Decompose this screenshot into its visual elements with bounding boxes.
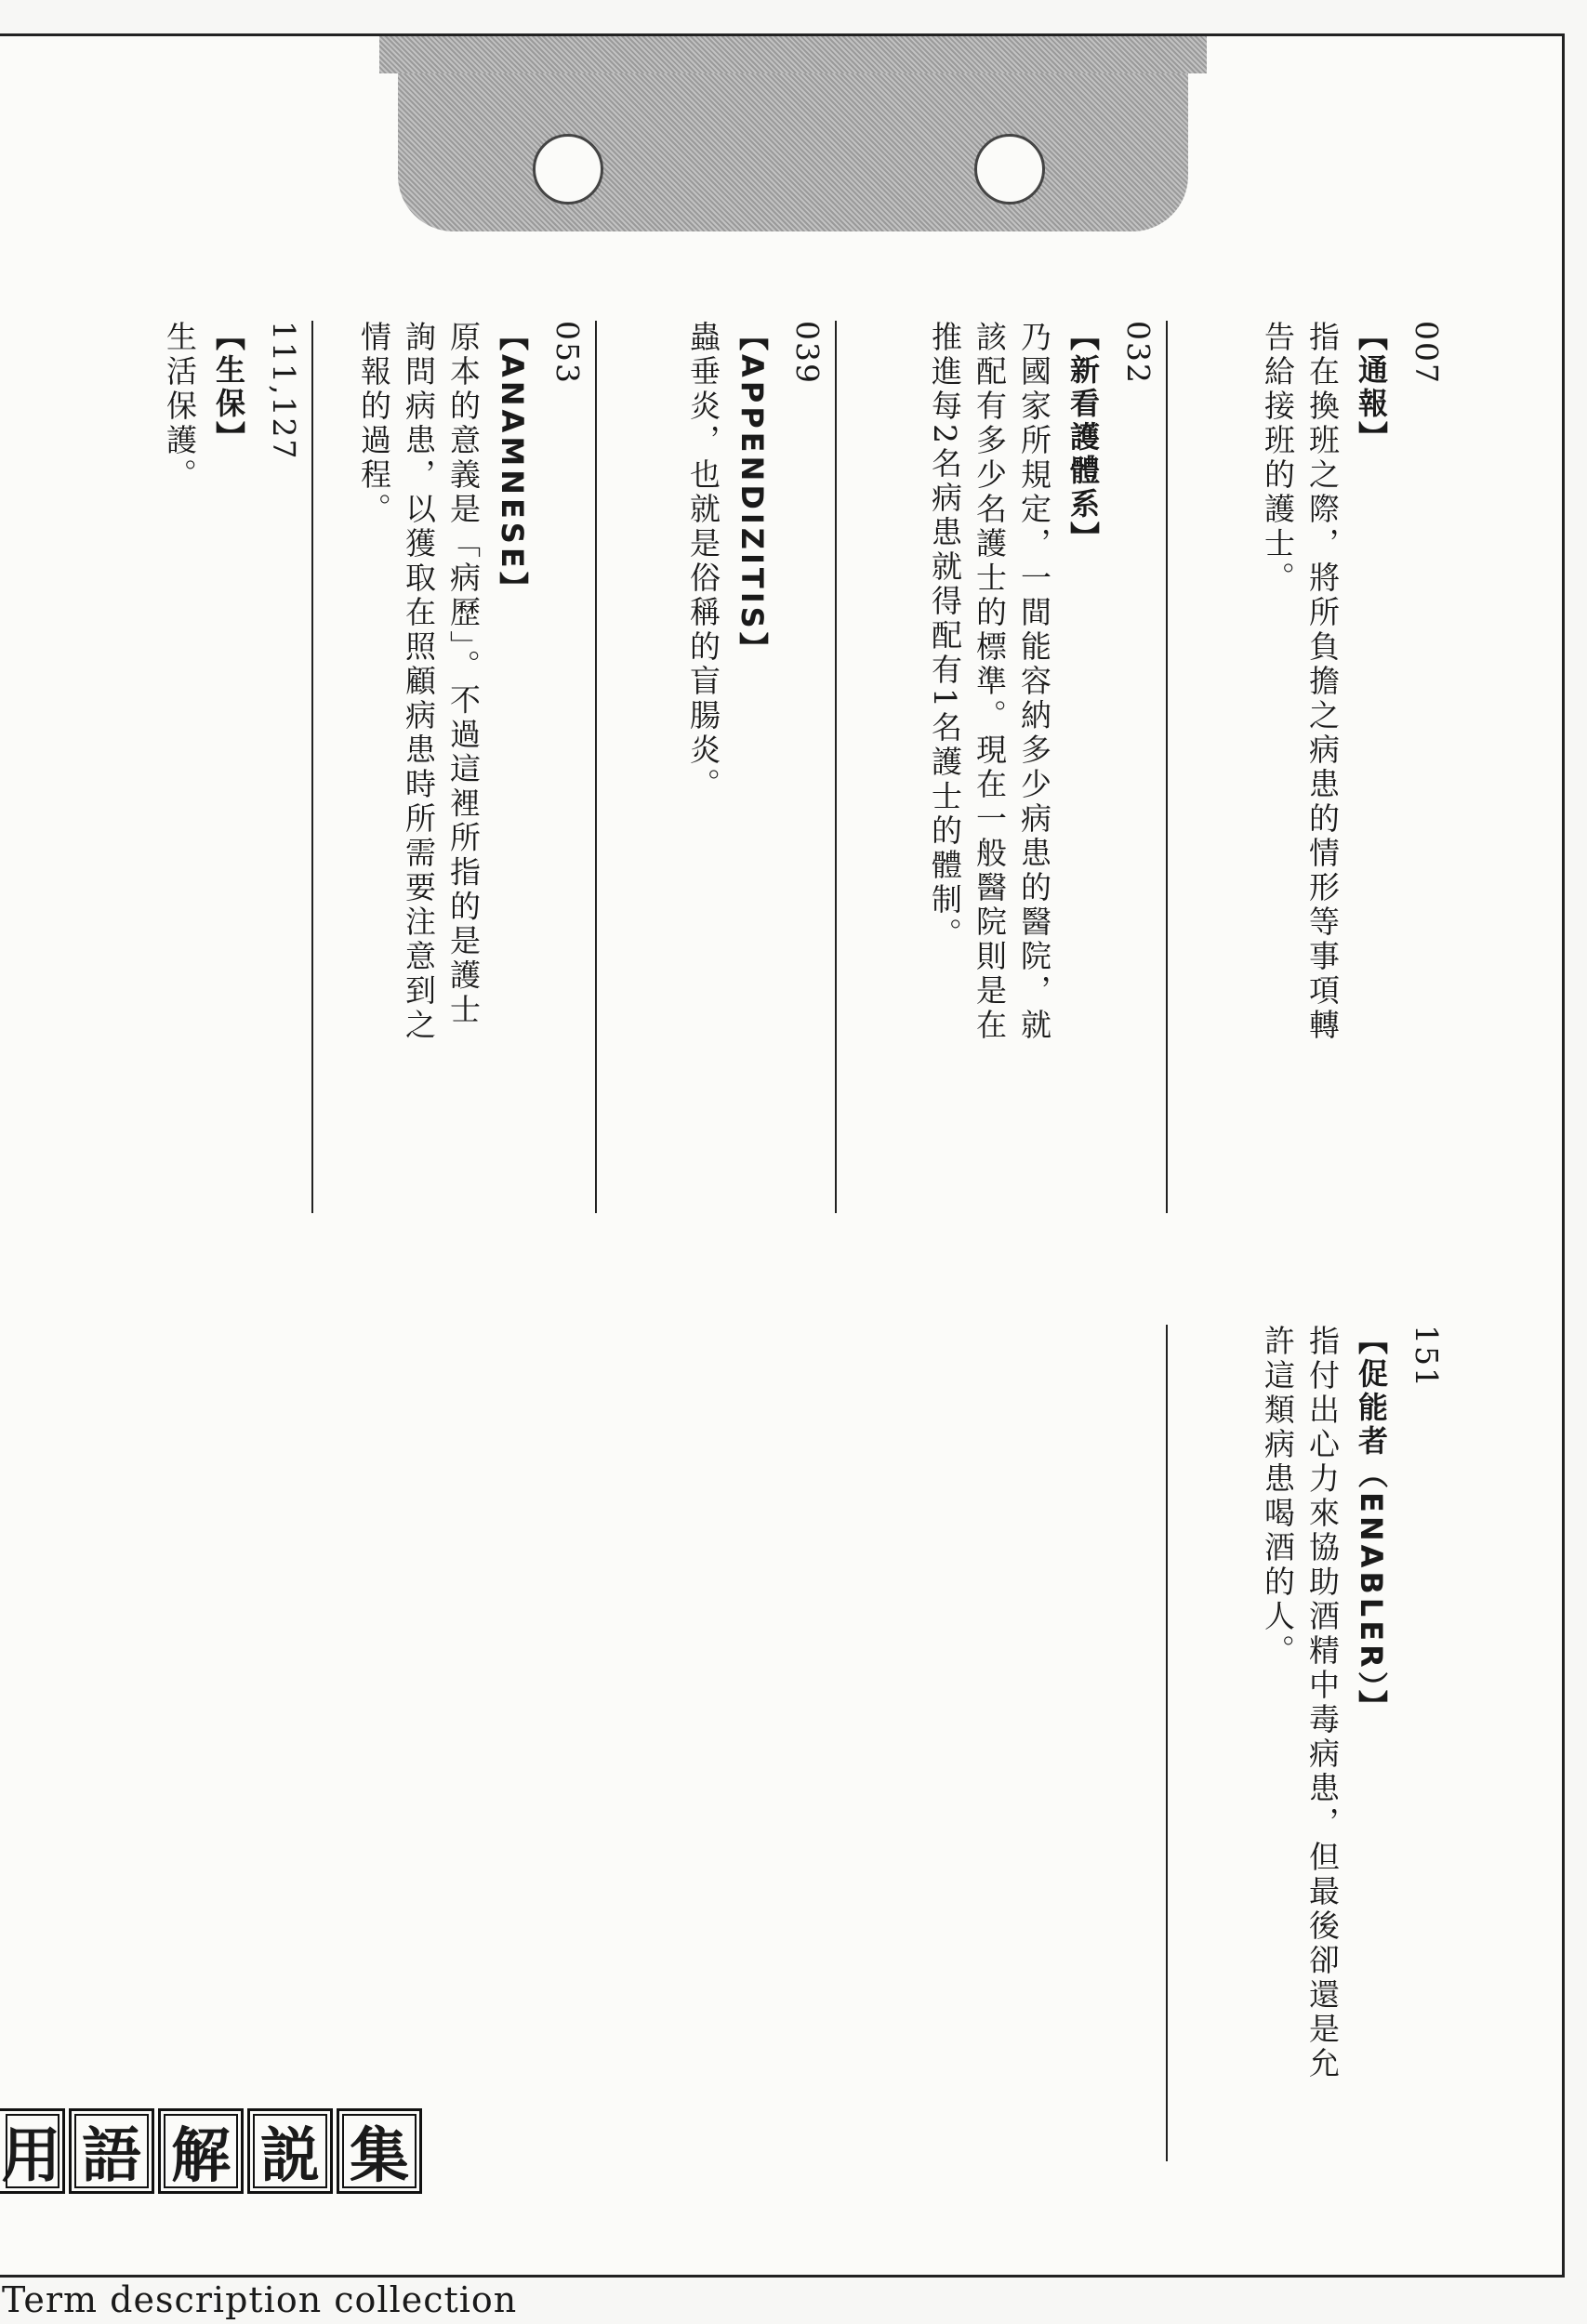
- entry-definition-line: 生活保護。: [162, 321, 198, 493]
- entry-definition-line: 原本的意義是「病歷」。不過這裡所指的是護士: [445, 321, 482, 1028]
- title-char: 説: [247, 2108, 333, 2194]
- entry-definition-line: 詢問病患，以獲取在照顧病患時所需要注意到之: [401, 321, 437, 1043]
- entry-shinkango: [835, 321, 1166, 1213]
- entry-appendizitis: [595, 321, 835, 1213]
- entry-definition-line: 指付出心力來協助酒精中毒病患，但最後卻還是允: [1304, 1325, 1341, 2081]
- entry-seiho: [162, 321, 311, 1213]
- title-char: 集: [337, 2108, 422, 2194]
- entry-number: 007: [1408, 321, 1445, 385]
- entry-tsuho: [1166, 321, 1454, 1213]
- title-char: 解: [158, 2108, 244, 2194]
- clip-hole-left: [533, 134, 603, 205]
- entry-definition-line: 指在換班之際，將所負擔之病患的情形等事項轉: [1304, 321, 1341, 1043]
- entry-term: 【促能者（ENABLER）】: [1354, 1325, 1389, 1723]
- entry-definition-line: 乃國家所規定，一間能容納多少病患的醫院，就: [1016, 321, 1052, 1043]
- section-title: [0, 2108, 422, 2198]
- clipboard-clip: [398, 36, 1188, 231]
- clip-hole-right: [974, 134, 1045, 205]
- entry-enabler: [1166, 1325, 1454, 2161]
- entry-definition-line: 該配有多少名護士的標準。現在一般醫院則是在: [972, 321, 1008, 1043]
- entry-definition-line: 推進每2名病患就得配有1名護士的體制。: [927, 321, 963, 952]
- entry-term: 【通報】: [1354, 321, 1389, 455]
- entry-term: 【新看護體系】: [1065, 321, 1101, 555]
- entry-number: 151: [1408, 1325, 1445, 1389]
- entry-term: 【APPENDIZITIS】: [734, 321, 770, 666]
- entry-number: 039: [789, 321, 826, 385]
- entry-term: 【生保】: [211, 321, 246, 455]
- entry-definition-line: 告給接班的護士。: [1260, 321, 1296, 596]
- entry-term: 【ANAMNESE】: [495, 321, 530, 605]
- entry-number: 111,127: [266, 321, 302, 461]
- entry-number: 053: [549, 321, 586, 385]
- title-char: 用: [0, 2108, 65, 2194]
- entry-definition-line: 情報的過程。: [356, 321, 392, 527]
- entry-anamnese: [311, 321, 595, 1213]
- section-subtitle: Term description collection: [2, 2279, 518, 2320]
- entry-number: 032: [1120, 321, 1157, 385]
- entry-definition-line: 蟲垂炎，也就是俗稱的盲腸炎。: [685, 321, 721, 802]
- entry-definition-line: 許這類病患喝酒的人。: [1260, 1325, 1296, 1669]
- title-char: 語: [69, 2108, 154, 2194]
